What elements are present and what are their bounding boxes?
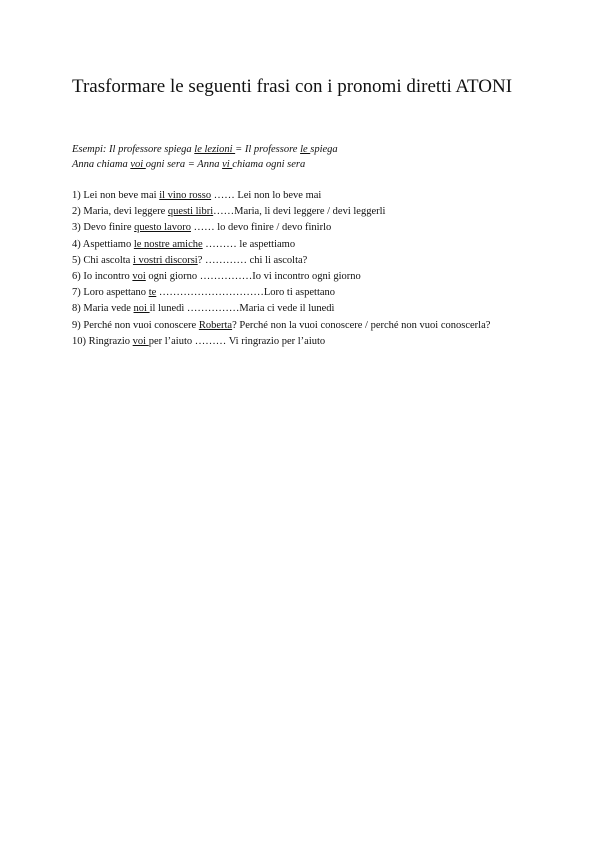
exercise-text: Devo finire — [80, 222, 135, 234]
exercise-text: Loro aspettano — [80, 287, 149, 299]
exercise-underlined-phrase: te — [148, 287, 157, 299]
exercise-text: Io incontro — [80, 271, 133, 283]
exercise-answer: per l’aiuto ……… Vi ringrazio per l’aiuto — [148, 335, 326, 347]
exercise-item — [72, 301, 532, 317]
exercise-item — [72, 269, 532, 285]
example-text: ogni sera = Anna — [145, 159, 223, 170]
exercise-text: Perché non vuoi conoscere — [80, 319, 199, 331]
exercise-text: Maria, devi leggere — [80, 206, 168, 218]
exercise-underlined-phrase: voi — [132, 271, 146, 283]
exercise-answer: …… lo devo finire / devo finirlo — [190, 222, 332, 234]
exercise-underlined-phrase: i vostri discorsi — [132, 254, 198, 266]
exercise-number: 8) — [72, 303, 81, 315]
exercise-number: 5) — [72, 254, 81, 266]
exercise-underlined-phrase: Roberta — [198, 319, 233, 331]
exercise-item — [72, 253, 532, 269]
example-text: spiega — [310, 144, 338, 155]
exercise-answer: ……Maria, li devi leggere / devi leggerli — [213, 206, 386, 218]
exercise-number: 10) — [72, 335, 86, 347]
exercise-item — [72, 237, 532, 253]
exercise-text: Ringrazio — [86, 335, 133, 347]
exercise-number: 9) — [72, 319, 81, 331]
exercise-item — [72, 204, 532, 220]
exercise-item — [72, 318, 532, 334]
exercise-item — [72, 220, 532, 236]
exercise-text: Lei non beve mai — [80, 190, 160, 201]
exercise-underlined-phrase: questo lavoro — [134, 222, 191, 234]
exercise-number: 2) — [72, 206, 81, 218]
example-text: Anna chiama — [72, 159, 131, 170]
examples-block — [72, 142, 542, 172]
exercise-answer: ogni giorno ……………Io vi incontro ogni giorno — [145, 271, 361, 283]
example-underlined-pronoun: vi — [222, 159, 233, 170]
exercise-text: Chi ascolta — [80, 254, 133, 266]
exercise-underlined-phrase: le nostre amiche — [133, 238, 203, 250]
example-underlined-phrase: le lezioni — [194, 144, 236, 155]
exercise-number: 4) — [72, 238, 81, 250]
exercise-text: Aspettiamo — [80, 238, 134, 250]
example-underlined-pronoun: le — [300, 144, 311, 155]
exercise-list — [72, 188, 532, 350]
exercise-answer: ? ………… chi li ascolta? — [197, 254, 308, 266]
page-title: Trasformare le seguenti frasi con i pronomi diretti ATONI — [72, 76, 513, 97]
exercise-text: Maria vede — [80, 303, 134, 315]
exercise-answer: il lunedì ……………Maria ci vede il lunedì — [149, 303, 335, 315]
exercise-underlined-phrase: voi — [132, 335, 149, 347]
exercise-underlined-phrase: questi libri — [167, 206, 214, 218]
example-text: = Il professore — [235, 144, 301, 155]
exercise-answer: ……… le aspettiamo — [202, 238, 296, 250]
exercise-answer: …… Lei non lo beve mai — [211, 190, 322, 201]
exercise-number: 6) — [72, 271, 81, 283]
exercise-answer: …………………………Loro ti aspettano — [156, 287, 336, 299]
exercise-number: 1) — [72, 190, 81, 201]
example-line — [72, 157, 542, 172]
exercise-answer: ? Perché non la vuoi conoscere / perché non vuoi conoscerla? — [232, 319, 491, 331]
exercise-item — [72, 285, 532, 301]
example-text: chiama ogni sera — [232, 159, 306, 170]
exercise-underlined-phrase: il vino rosso — [159, 190, 212, 201]
example-text: Esempi: Il professore spiega — [72, 144, 195, 155]
example-line — [72, 142, 542, 157]
exercise-item — [72, 334, 532, 350]
exercise-underlined-phrase: noi — [133, 303, 150, 315]
exercise-number: 3) — [72, 222, 81, 234]
exercise-item — [72, 188, 532, 204]
example-underlined-phrase: voi — [130, 159, 146, 170]
exercise-number: 7) — [72, 287, 81, 299]
